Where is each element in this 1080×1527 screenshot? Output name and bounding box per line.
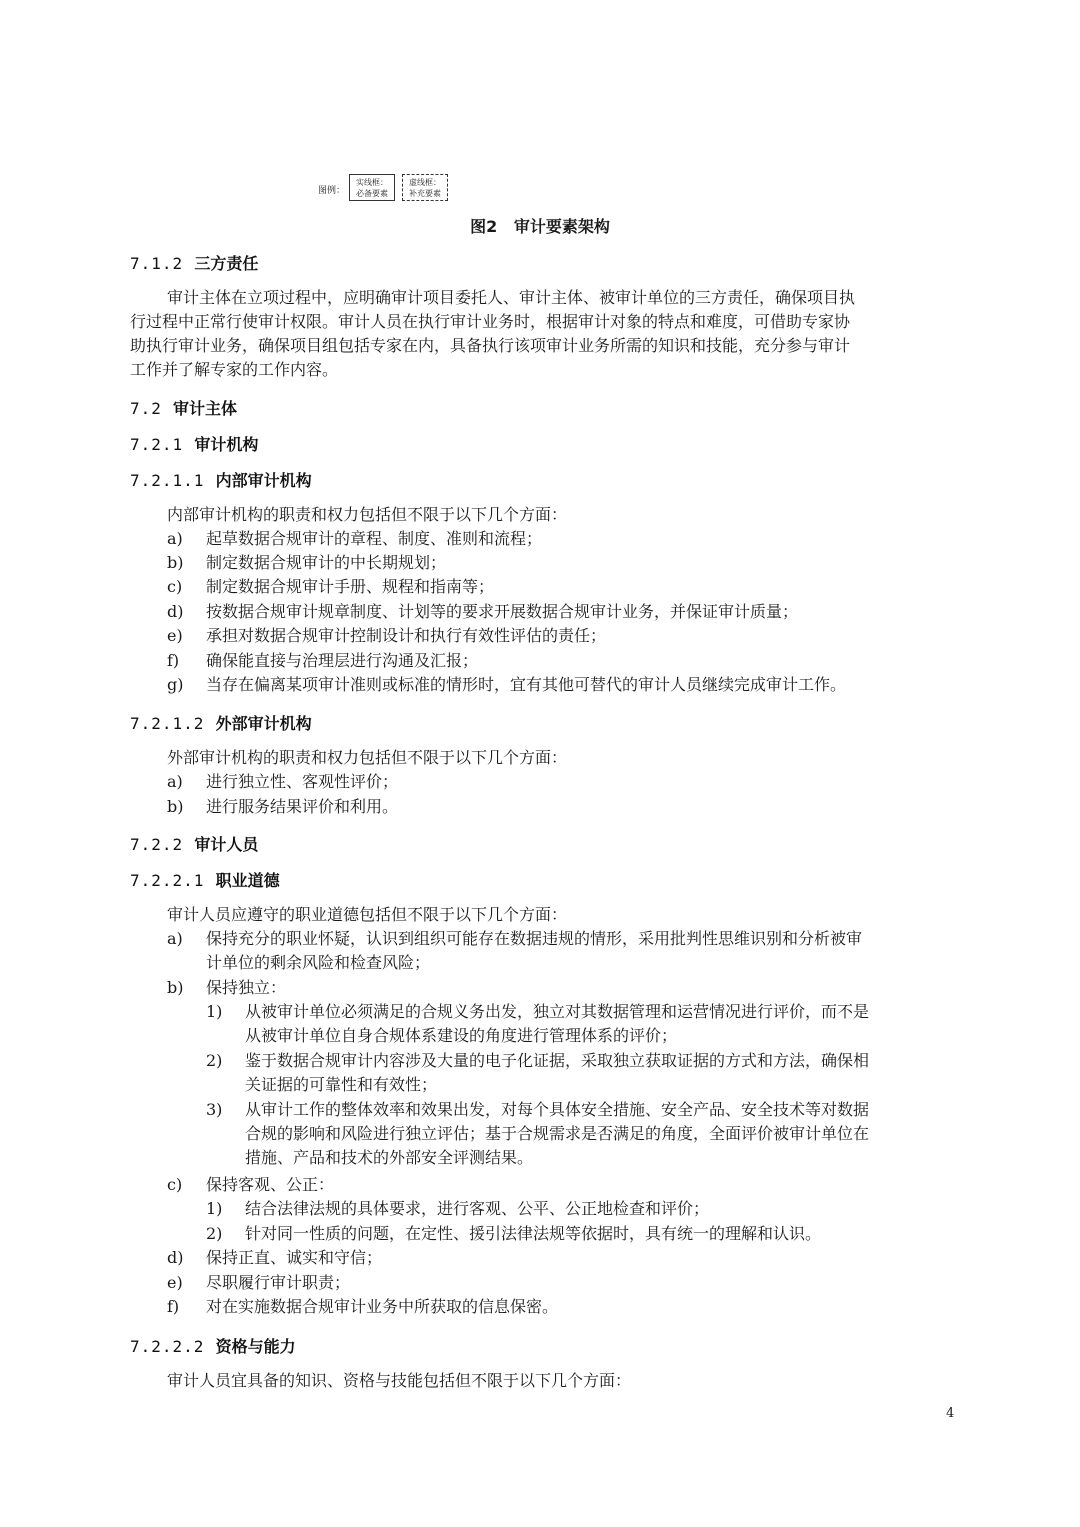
sub-item: 从审计工作的整体效率和效果出发，对每个具体安全措施、安全产品、安全技术等对数据 [245,1100,870,1119]
list-item-continuation: 计单位的剩余风险和检查风险； [206,953,431,972]
heading-title: 审计人员 [194,835,259,854]
section-intro: 外部审计机构的职责和权力包括但不限于以下几个方面： [167,748,568,767]
sub-item: 从被审计单位必须满足的合规义务出发，独立对其数据管理和运营情况进行评价，而不是 [245,1002,870,1021]
legend-solid-line1: 实线框： [356,178,388,187]
sub-item: 针对同一性质的问题，在定性、援引法律法规等依据时，具有统一的理解和认识。 [245,1224,822,1243]
section-intro: 内部审计机构的职责和权力包括但不限于以下几个方面： [167,505,568,524]
heading-7-2-1 [130,432,258,455]
heading-number: 7.2.1.2 [130,714,205,733]
section-intro: 审计人员应遵守的职业道德包括但不限于以下几个方面： [167,905,568,924]
paragraph-line: 助执行审计业务，确保项目组包括专家在内，具备执行该项审计业务所需的知识和技能，充分参与审计 [130,336,851,355]
list-item-label: d) [167,1248,184,1267]
heading-number: 7.2.1 [130,435,184,454]
list-item: 保持独立： [206,978,287,997]
sub-item-label: 1) [206,1199,223,1218]
paragraph-line: 工作并了解专家的工作内容。 [130,360,339,379]
list-item: 当存在偏离某项审计准则或标准的情形时，宜有其他可替代的审计人员继续完成审计工作。 [206,675,847,694]
section-intro: 审计人员宜具备的知识、资格与技能包括但不限于以下几个方面： [167,1371,632,1390]
list-item-label: a) [167,529,183,548]
list-item: 尽职履行审计职责； [206,1273,351,1292]
heading-number: 7.1.2 [130,254,184,273]
paragraph-line: 审计主体在立项过程中，应明确审计项目委托人、审计主体、被审计单位的三方责任，确保项目执 [167,288,856,307]
figure-caption: 图2 审计要素架构 [470,217,610,236]
list-item: 对在实施数据合规审计业务中所获取的信息保密。 [206,1297,559,1316]
heading-title: 三方责任 [194,254,259,273]
legend-dashed-box [402,174,448,201]
heading-title: 审计机构 [194,435,259,454]
list-item-label: f) [167,1297,180,1316]
legend-solid-box [349,174,395,201]
list-item: 承担对数据合规审计控制设计和执行有效性评估的责任； [206,626,607,645]
heading-number: 7.2.2.2 [130,1337,205,1356]
list-item: 确保能直接与治理层进行沟通及汇报； [206,651,479,670]
list-item-label: d) [167,602,184,621]
heading-7-2-2-1 [130,868,280,891]
heading-title: 审计主体 [173,399,238,418]
heading-number: 7.2.2 [130,835,184,854]
heading-7-2-2-2 [130,1334,296,1357]
heading-7-2 [130,396,237,419]
heading-title: 内部审计机构 [215,471,312,490]
legend-label: 图例： [318,186,346,196]
legend-dashed-line1: 虚线框： [409,178,441,187]
list-item-label: e) [167,1273,183,1292]
list-item-label: b) [167,553,184,572]
heading-7-1-2 [130,251,258,274]
list-item-label: a) [167,772,183,791]
list-item-label: b) [167,797,184,816]
heading-number: 7.2.2.1 [130,871,205,890]
list-item-label: e) [167,626,183,645]
sub-item-label: 3) [206,1100,223,1119]
heading-title: 职业道德 [215,871,280,890]
list-item: 保持客观、公正： [206,1175,335,1194]
heading-title: 外部审计机构 [215,714,312,733]
paragraph-line: 行过程中正常行使审计权限。审计人员在执行审计业务时，根据审计对象的特点和难度，可借助专家协 [130,312,851,331]
legend-solid-line2: 必备要素 [356,189,388,198]
sub-item-continuation: 关证据的可靠性和有效性； [245,1075,438,1094]
legend-dashed-line2: 补充要素 [409,189,441,198]
sub-item-continuation: 合规的影响和风险进行独立评估；基于合规需求是否满足的角度，全面评价被审计单位在 [245,1124,870,1143]
sub-item-continuation: 措施、产品和技术的外部安全评测结果。 [245,1148,534,1167]
list-item: 保持充分的职业怀疑，认识到组织可能存在数据违规的情形，采用批判性思维识别和分析被审 [206,929,863,948]
heading-number: 7.2.1.1 [130,471,205,490]
sub-item: 鉴于数据合规审计内容涉及大量的电子化证据，采取独立获取证据的方式和方法，确保相 [245,1051,870,1070]
list-item-label: c) [167,1175,183,1194]
sub-item-label: 1) [206,1002,223,1021]
list-item: 进行服务结果评价和利用。 [206,797,399,816]
sub-item: 结合法律法规的具体要求，进行客观、公平、公正地检查和评价； [245,1199,710,1218]
list-item: 按数据合规审计规章制度、计划等的要求开展数据合规审计业务，并保证审计质量； [206,602,799,621]
sub-item-label: 2) [206,1224,223,1243]
list-item: 进行独立性、客观性评价； [206,772,399,791]
list-item-label: c) [167,577,183,596]
list-item: 起草数据合规审计的章程、制度、准则和流程； [206,529,543,548]
list-item: 制定数据合规审计的中长期规划； [206,553,447,572]
list-item-label: a) [167,929,183,948]
sub-item-label: 2) [206,1051,223,1070]
page-number: 4 [946,1406,955,1421]
list-item: 制定数据合规审计手册、规程和指南等； [206,577,495,596]
list-item-label: g) [167,675,184,694]
sub-item-continuation: 从被审计单位自身合规体系建设的角度进行管理体系的评价； [245,1026,678,1045]
list-item-label: f) [167,651,180,670]
list-item: 保持正直、诚实和守信； [206,1248,383,1267]
list-item-label: b) [167,978,184,997]
heading-7-2-1-1 [130,468,312,491]
heading-7-2-2 [130,832,258,855]
heading-number: 7.2 [130,399,162,418]
heading-title: 资格与能力 [215,1337,296,1356]
heading-7-2-1-2 [130,711,312,734]
